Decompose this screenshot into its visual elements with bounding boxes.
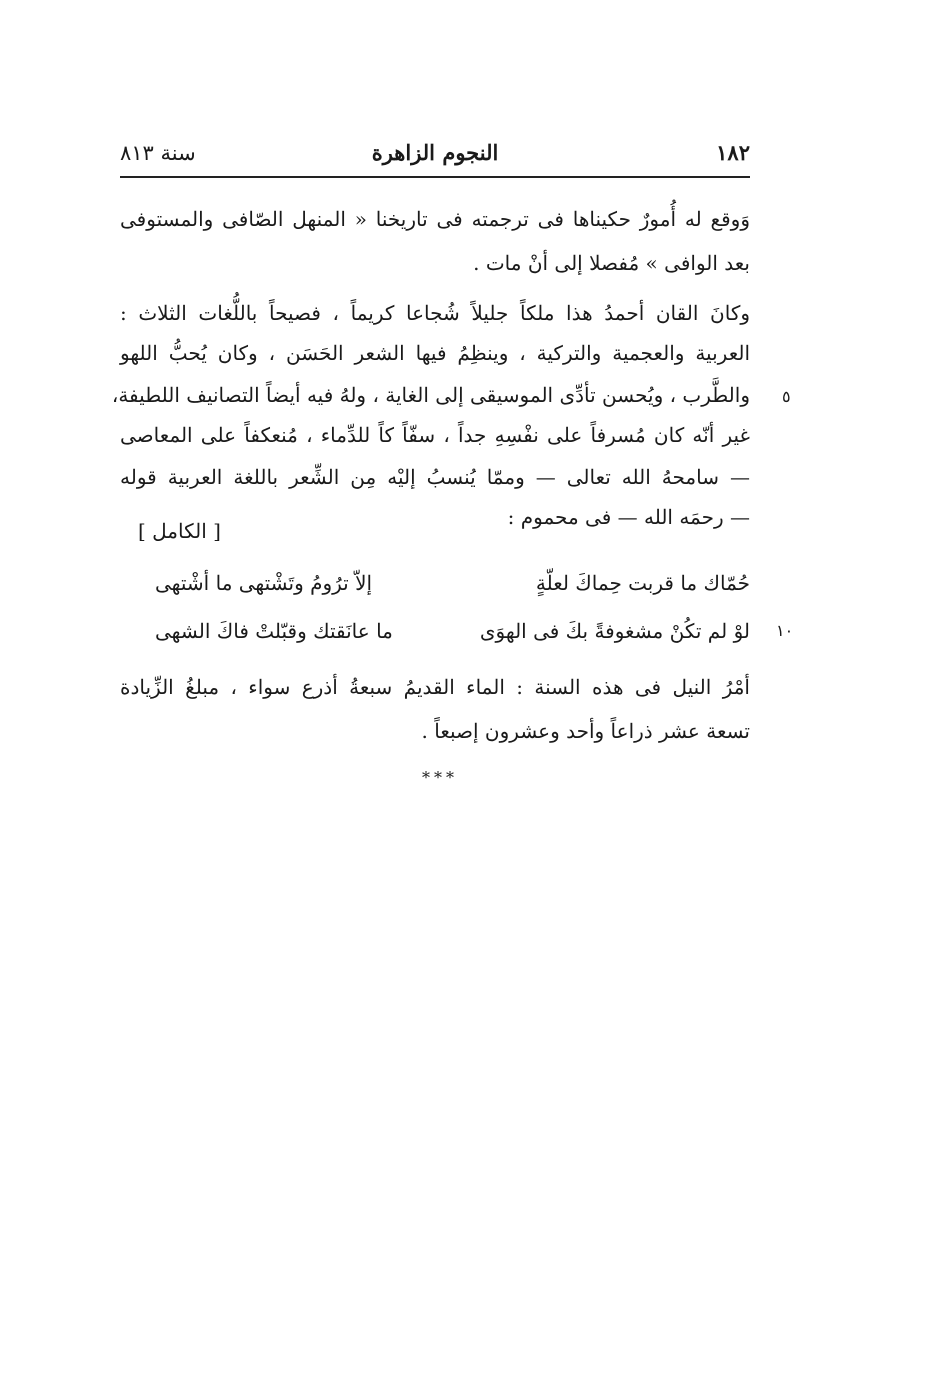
line-number-10: ١٠ bbox=[776, 621, 794, 640]
line-number-5: ٥ bbox=[782, 387, 791, 406]
verse-2-second-hemistich: ما عانَقتك وقبّلتْ فاكَ الشهى bbox=[155, 619, 393, 643]
verse-2-first-hemistich: لوْ لم تكُنْ مشغوفةً بكَ فى الهوَى bbox=[479, 619, 750, 643]
text-line: وكانَ القان أحمدُ هذا ملكاً جليلاً شُجاعا كريماً ، فصيحاً باللُّغات الثلاث : bbox=[120, 301, 750, 325]
poetic-meter-label: [ الكامل ] bbox=[138, 519, 221, 543]
text-line: تسعة عشر ذراعاً وأحد وعشرون إصبعاً . bbox=[421, 719, 750, 743]
text-line: بعد الوافى » مُفصلا إلى أنْ مات . bbox=[473, 251, 750, 275]
text-line: غير أنّه كان مُسرفاً على نفْسِهِ جداً ، سفّاً كاً للدِّماء ، مُنعكفاً على المعاصى bbox=[120, 423, 750, 447]
text-line: وَوقع له أُمورٌ حكيناها فى ترجمته فى تاريخنا « المنهل الصّافى والمستوفى bbox=[120, 207, 750, 231]
verse-1-second-hemistich: إلاّ ترُومُ وتَشْتهى ما أشْتهى bbox=[155, 571, 373, 595]
text-line: أمْرُ النيل فى هذه السنة : الماء القديمُ سبعةُ أذرع سواء ، مبلغُ الزِّيادة bbox=[120, 675, 750, 699]
verse-1-first-hemistich: حُمّاك ما قربت حِماكَ لعلّةٍ bbox=[535, 571, 750, 595]
text-line: والطَّرب ، ويُحسن تأدِّى الموسيقى إلى الغاية ، ولهُ فيه أيضاً التصانيف اللطيفة، bbox=[111, 383, 750, 407]
running-header bbox=[120, 138, 750, 174]
text-line: — سامحهُ الله تعالى — وممّا يُنسبُ إليْه مِن الشِّعر باللغة العربية قوله bbox=[120, 465, 750, 489]
section-separator: *** bbox=[422, 768, 458, 787]
text-line: — رحمَه الله — فى محموم : bbox=[507, 505, 750, 529]
year-label: سنة ٨١٣ bbox=[120, 141, 196, 165]
header-rule bbox=[120, 176, 750, 178]
text-line: العربية والعجمية والتركية ، وينظِمُ فيها الشعر الحَسَن ، وكان يُحبُّ اللهو bbox=[120, 341, 750, 365]
book-title: النجوم الزاهرة bbox=[371, 140, 499, 165]
page-number: ١٨٢ bbox=[716, 140, 750, 165]
